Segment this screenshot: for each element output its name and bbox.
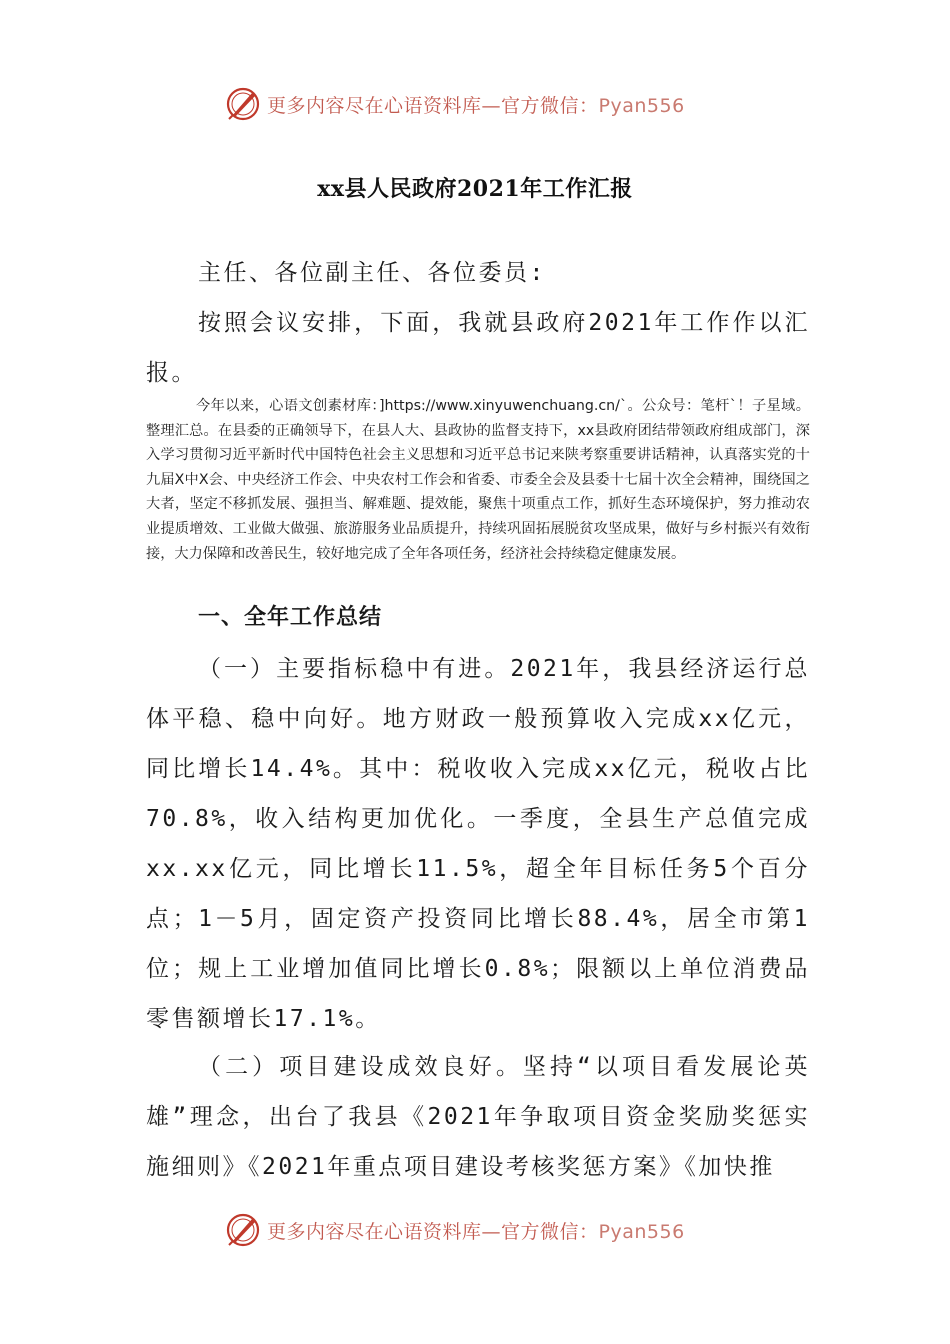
body-paragraph-2: （二）项目建设成效良好。坚持“以项目看发展论英雄”理念，出台了我县《2021年争取项目资金奖励奖惩实施细则》《2021年重点项目建设考核奖惩方案》《加快推	[146, 1054, 810, 1180]
salutation: 主任、各位副主任、各位委员:	[198, 260, 546, 286]
document-title: xx县人民政府2021年工作汇报	[317, 176, 633, 202]
quill-pen-logo-icon	[225, 1212, 261, 1248]
footer-banner-text: 更多内容尽在心语资料库—官方微信：Pyan556	[267, 1220, 685, 1243]
quill-pen-logo-icon	[225, 86, 261, 122]
footer-banner	[225, 1210, 725, 1250]
summary-paragraph: 今年以来，心语文创素材库：]https://www.xinyuwenchuang.cn/`。公众号：笔杆`！子星域。整理汇总。在县委的正确领导下，在县人大、县政协的监督支持下，xx县政府团结带领政府组成部门，深入学习贯彻习近平新时代中国特色社会主义思想和习近平总书记来陕考察重要讲话精神，认真落实党的十九届X中X会、中央经济工作会、中央农村工作会和省委、市委全会及县委十七届十次全会精神，围绕国之大者，坚定不移抓发展、强担当、解难题、提效能，聚焦十项重点工作，抓好生态环境保护，努力推动农业提质增效、工业做大做强、旅游服务业品质提升，持续巩固拓展脱贫攻坚成果，做好与乡村振兴有效衔接，大力保障和改善民生，较好地完成了全年各项任务，经济社会持续稳定健康发展。	[146, 398, 810, 562]
section-heading: 一、全年工作总结	[198, 605, 383, 630]
body-paragraph-1: （一）主要指标稳中有进。2021年，我县经济运行总体平稳、稳中向好。地方财政一般预算收入完成xx亿元，同比增长14.4%。其中：税收收入完成xx亿元，税收占比70.8%，收入结构更加优化。一季度，全县生产总值完成xx.xx亿元，同比增长11.5%，超全年目标任务5个百分点；1－5月，固定资产投资同比增长88.4%，居全市第1位；规上工业增加值同比增长0.8%；限额以上单位消费品零售额增长17.1%。	[146, 656, 810, 1032]
banner-text: 更多内容尽在心语资料库—官方微信：Pyan556	[267, 94, 685, 117]
header-banner	[225, 84, 725, 124]
intro-paragraph: 按照会议安排，下面，我就县政府2021年工作作以汇报。	[146, 310, 810, 386]
